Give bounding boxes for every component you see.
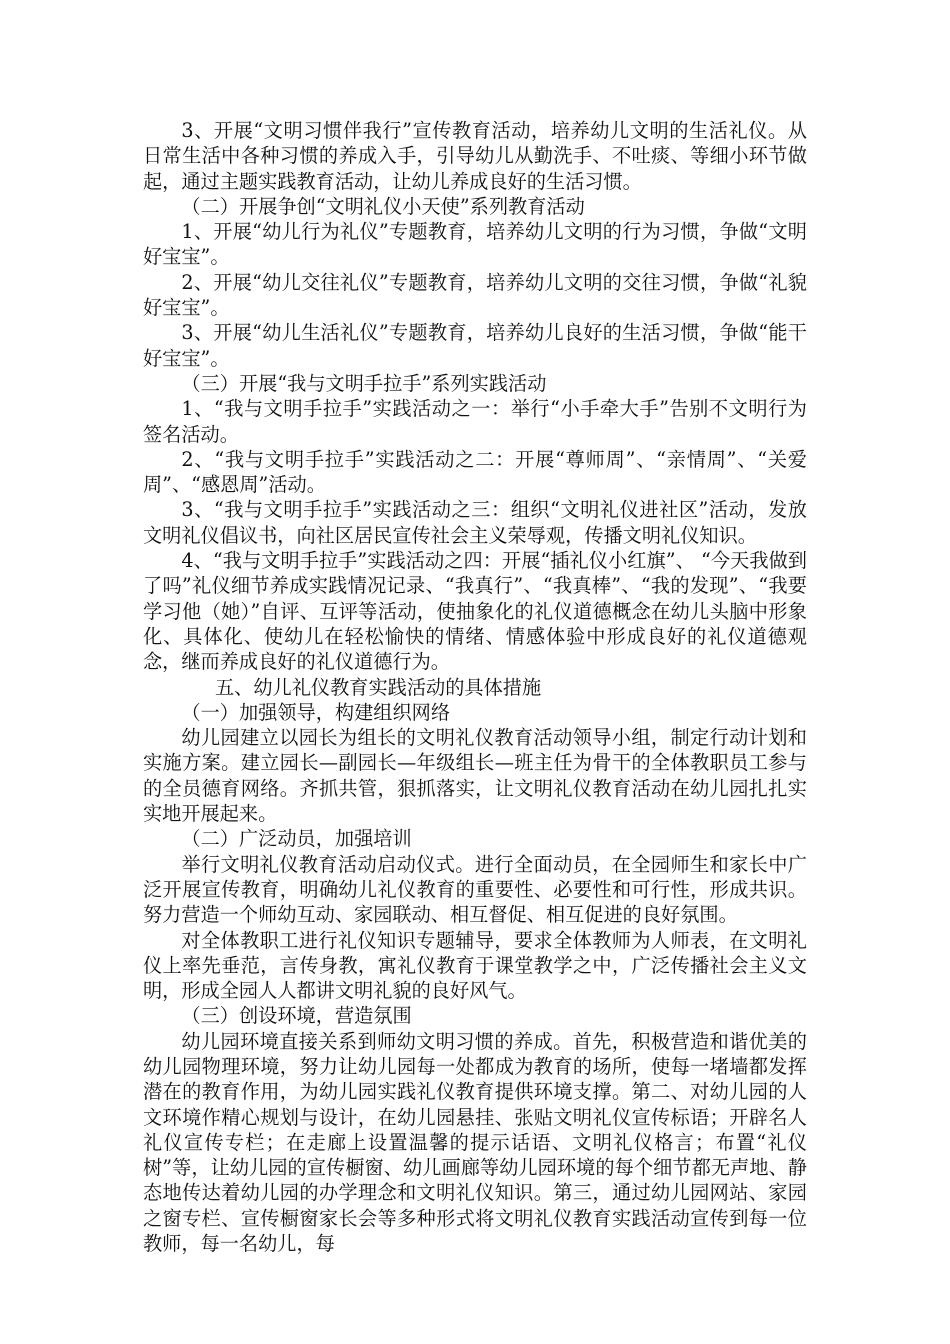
paragraph-activity-three: 3、“我与文明手拉手”实践活动之三：组织“文明礼仪进社区”活动，发放文明礼仪倡议书，向社区居民宣传社会主义荣辱观，传播文明礼仪知识。 [143,498,807,547]
paragraph-activity-four: 4、“我与文明手拉手”实践活动之四：开展“插礼仪小红旗”、 “今天我做到了吗”礼仪细节养成实践情况记录、“我真行”、“我真棒”、“我的发现”、“我要学习他（她）”自评、互评等活动，使抽象化的礼仪道德概念在幼儿头脑中形象化、具体化、使幼儿在轻松愉快的情绪、情感体验中形成良好的礼仪道德观念，继而养成良好的礼仪道德行为。 [143,549,807,674]
paragraph-behavior-etiquette: 1、开展“幼儿行为礼仪”专题教育，培养幼儿文明的行为习惯，争做“文明好宝宝”。 [143,220,807,269]
section-heading-environment: （三）创设环境，营造氛围 [181,1004,412,1028]
paragraph-habit-campaign: 3、开展“文明习惯伴我行”宣传教育活动，培养幼儿文明的生活礼仪。从日常生活中各种习惯的养成入手，引导幼儿从勤洗手、不吐痰、等细小环节做起，通过主题实践教育活动，让幼儿养成良好的生活习惯。 [143,119,807,193]
section-heading-training: （二）广泛动员，加强培训 [181,827,412,851]
chapter-heading-measures: 五、幼儿礼仪教育实践活动的具体措施 [215,675,542,699]
paragraph-environment: 幼儿园环境直接关系到师幼文明习惯的养成。首先，积极营造和谐优美的幼儿园物理环境，努力让幼儿园每一处都成为教育的场所，使每一堵墙都发挥潜在的教育作用，为幼儿园实践礼仪教育提供环境支撑。第二、对幼儿园的人文环境作精心规划与设计，在幼儿园悬挂、张贴文明礼仪宣传标语；开辟名人礼仪宣传专栏；在走廊上设置温馨的提示话语、文明礼仪格言；布置“礼仪树”等，让幼儿园的宣传橱窗、幼儿画廊等幼儿园环境的每个细节都无声地、静态地传达着幼儿园的办学理念和文明礼仪知识。第三，通过幼儿园网站、家园之窗专栏、宣传橱窗家长会等多种形式将文明礼仪教育实践活动宣传到每一位教师，每一名幼儿，每 [143,1029,807,1256]
section-heading-little-angel: （二）开展争创“文明礼仪小天使”系列教育活动 [181,194,585,218]
paragraph-activity-one: 1、“我与文明手拉手”实践活动之一：举行“小手牵大手”告别不文明行为签名活动。 [143,397,807,446]
document-page [143,118,807,1256]
paragraph-staff-training: 对全体教职工进行礼仪知识专题辅导，要求全体教师为人师表，在文明礼仪上率先垂范，言传身教，寓礼仪教育于课堂教学之中，广泛传播社会主义文明，形成全园人人都讲文明礼貌的良好风气。 [143,928,807,1003]
paragraph-leadership: 幼儿园建立以园长为组长的文明礼仪教育活动领导小组，制定行动计划和实施方案。建立园长—副园长—年级组长—班主任为骨干的全体教职员工参与的全员德育网络。齐抓共管，狠抓落实，让文明礼仪教育活动在幼儿园扎扎实实地开展起来。 [143,726,807,826]
paragraph-launch-ceremony: 举行文明礼仪教育活动启动仪式。进行全面动员，在全园师生和家长中广泛开展宣传教育，明确幼儿礼仪教育的重要性、必要性和可行性，形成共识。努力营造一个师幼互动、家园联动、相互督促、相互促进的良好氛围。 [143,852,807,927]
section-heading-leadership: （一）加强领导，构建组织网络 [181,700,451,724]
paragraph-activity-two: 2、“我与文明手拉手”实践活动之二：开展“尊师周”、“亲情周”、“关爱周”、“感恩周”活动。 [143,447,807,497]
paragraph-social-etiquette: 2、开展“幼儿交往礼仪”专题教育，培养幼儿文明的交往习惯，争做“礼貌好宝宝”。 [143,270,807,320]
paragraph-life-etiquette: 3、开展“幼儿生活礼仪”专题教育，培养幼儿良好的生活习惯，争做“能干好宝宝”。 [143,321,807,370]
section-heading-hand-in-hand: （三）开展“我与文明手拉手”系列实践活动 [181,371,547,395]
